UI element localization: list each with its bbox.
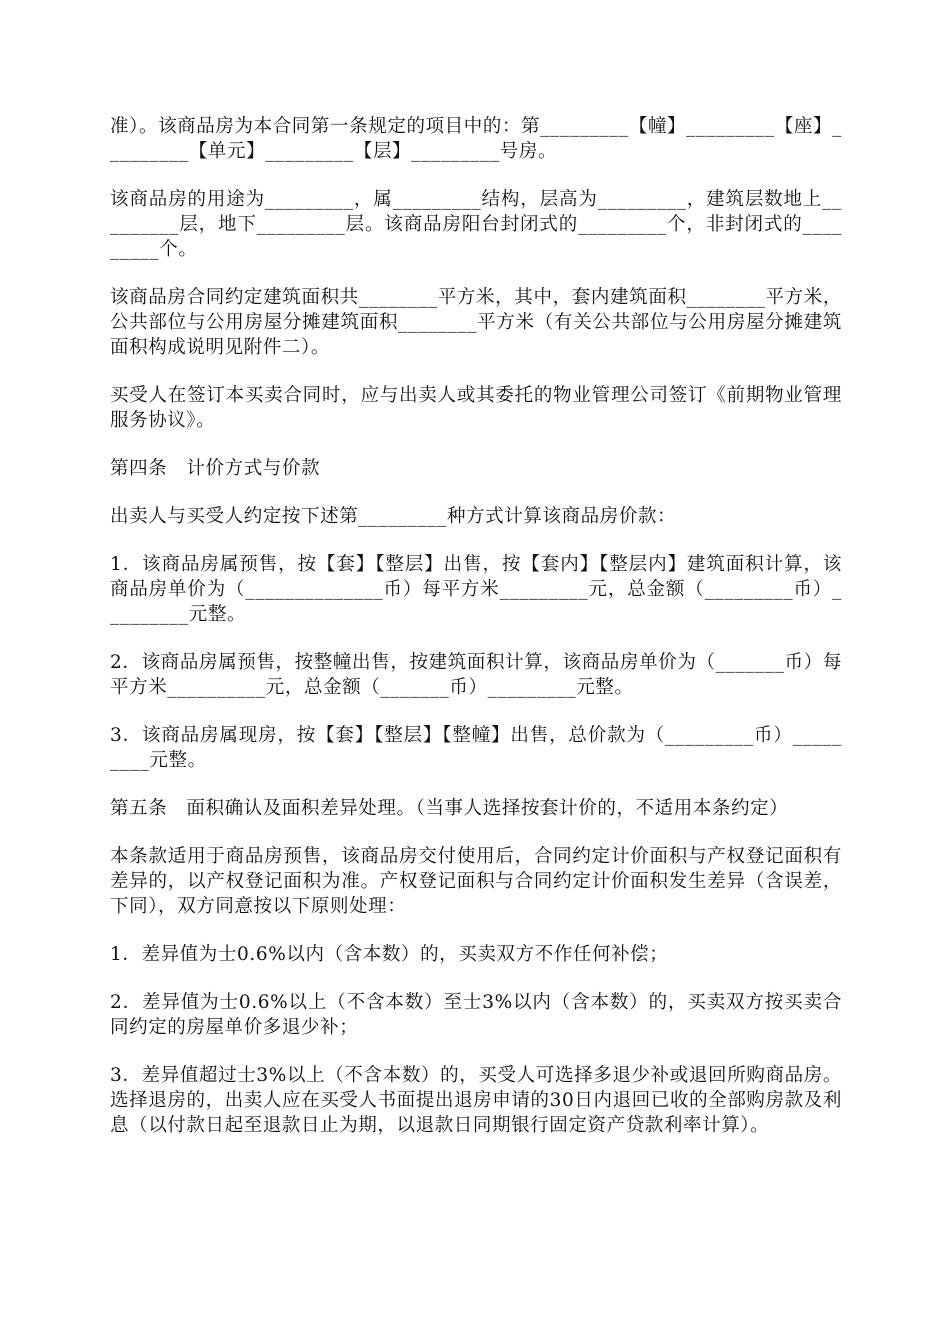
article-4-heading: 第四条 计价方式与价款 — [110, 458, 321, 479]
paragraph-building-area: 该商品房合同约定建筑面积共________平方米，其中，套内建筑面积________平方米，公共部位与公用房屋分摊建筑面积________平方米（有关公共部位与公用房屋分摊建筑面积构成说明见附件二）。 — [110, 287, 842, 358]
paragraph-area-difference: 本条款适用于商品房预售，该商品房交付使用后，合同约定计价面积与产权登记面积有差异的，以产权登记面积为准。产权登记面积与合同约定计价面积发生差异（含误差，下同），双方同意按以下原则处理： — [110, 846, 842, 917]
pricing-option-1: 1．该商品房属预售，按【套】【整层】出售，按【套内】【整层内】建筑面积计算，该商品房单价为（______________币）每平方米_________元，总金额（_________币）_________元整。 — [110, 554, 842, 625]
difference-rule-1: 1．差异值为士0.6%以内（含本数）的，买卖双方不作任何补偿； — [110, 944, 669, 965]
paragraph-unit-location: 准）。该商品房为本合同第一条规定的项目中的：第_________【幢】_________【座】_________【单元】_________【层】_________号房。 — [110, 116, 842, 162]
paragraph-usage-structure: 该商品房的用途为_________，属_________结构，层高为_________，建筑层数地上_________层，地下_________层。该商品房阳台封闭式的_________个，非封闭式的_________个。 — [110, 189, 842, 260]
paragraph-property-agreement: 买受人在签订本买卖合同时，应与出卖人或其委托的物业管理公司签订《前期物业管理服务协议》。 — [110, 385, 842, 431]
document-page — [110, 114, 842, 1161]
difference-rule-3: 3．差异值超过士3%以上（不含本数）的，买受人可选择多退少补或退回所购商品房。选择退房的，出卖人应在买受人书面提出退房申请的30日内退回已收的全部购房款及利息（以付款日起至退款日止为期，以退款日同期银行固定资产贷款利率计算）。 — [110, 1065, 842, 1136]
difference-rule-2: 2．差异值为士0.6%以上（不含本数）至士3%以内（含本数）的，买卖双方按买卖合同约定的房屋单价多退少补； — [110, 992, 842, 1038]
pricing-option-3: 3．该商品房属现房，按【套】【整层】【整幢】出售，总价款为（_________币）_________元整。 — [110, 725, 842, 771]
paragraph-pricing-method: 出卖人与买受人约定按下述第_________种方式计算该商品房价款： — [110, 506, 677, 527]
pricing-option-2: 2．该商品房属预售，按整幢出售，按建筑面积计算，该商品房单价为（_______币）每平方米__________元，总金额（_______币）_________元整。 — [110, 652, 842, 698]
article-5-heading: 第五条 面积确认及面积差异处理。（当事人选择按套计价的，不适用本条约定） — [110, 798, 789, 819]
